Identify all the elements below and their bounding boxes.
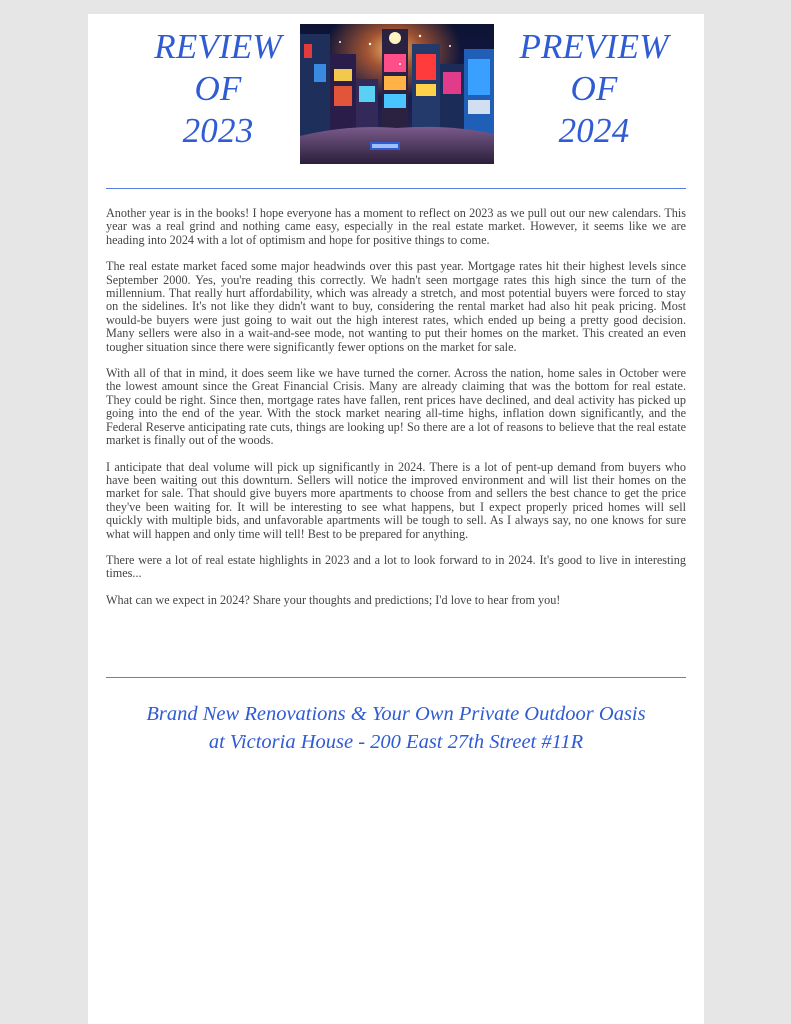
newsletter-sheet [88,14,704,1024]
listing-headline[interactable] [106,700,686,756]
article-paragraph: The real estate market faced some major headwinds over this past year. Mortgage rates hit their highest levels since September 2000. Yes, you're reading this correctly. We hadn't seen mortgage rates this high since the turn of the millennium. That really hurt affordability, which was already a stretch, and most potential buyers were forced to stay on the sidelines. It's not like they didn't want to buy, considering the rental market had also hit peak pricing. Most would-be buyers were just going to wait out the high interest rates, which ended up being a pretty good decision. Many sellers were also in a wait-and-see mode, not wanting to put their homes on the market. This created an even tougher situation since there were significantly fewer options on the market for sale. [106,259,686,354]
review-title-line: 2023 [182,111,254,150]
preview-title [494,26,694,152]
review-title-line: REVIEW [154,27,282,66]
listing-headline-line[interactable]: Brand New Renovations & Your Own Private Outdoor Oasis [146,703,646,725]
times-square-photo-illustration [300,24,494,164]
review-title [118,26,318,152]
preview-title-line: OF [570,69,618,108]
article-paragraph: I anticipate that deal volume will pick up significantly in 2024. There is a lot of pent-up demand from buyers who have been waiting out this downturn. Sellers will notice the improved environment and will list their homes on the market for sale. That should give buyers more apartments to choose from and sellers the best chance to get the price they've been waiting for. It will be interesting to see what happens, but I expect properly priced homes will sell quickly with multiple bids, and unfavorable apartments will be tough to sell. As I always say, no one knows for sure what will happen and only time will tell! Best to be prepared for anything. [106,459,686,541]
article-body [106,207,686,620]
review-title-line: OF [194,69,242,108]
article-paragraph: What can we expect in 2024? Share your thoughts and predictions; I'd love to hear from you! [106,592,561,607]
top-divider [106,188,686,189]
article-paragraph: With all of that in mind, it does seem like we have turned the corner. Across the nation, home sales in October were the lowest amount since the Great Financial Crisis. Many are already claiming that was the bottom for real estate. They could be right. Since then, mortgage rates have fallen, rent prices have declined, and deal activity has picked up going into the end of the year. With the stock market nearing all-time highs, inflation down significantly, and the Federal Reserve anticipating rate cuts, things are looking up! So there are a lot of reasons to believe that the real estate market is finally out of the woods. [106,366,686,448]
article-paragraph: There were a lot of real estate highlights in 2023 and a lot to look forward to in 2024. It's good to live in interesting times... [106,552,686,581]
preview-title-line: PREVIEW [519,27,669,66]
article-paragraph: Another year is in the books! I hope everyone has a moment to reflect on 2023 as we pull out our new calendars. This year was a real grind and nothing came easy, especially in the real estate market. However, it seems like we are heading into 2024 with a lot of optimism and hope for positive things to come. [106,206,686,247]
bottom-divider [106,677,686,678]
preview-title-line: 2024 [558,111,630,150]
times-square-new-year-photo-icon [300,24,494,164]
listing-headline-line[interactable]: at Victoria House - 200 East 27th Street #11R [208,731,584,753]
